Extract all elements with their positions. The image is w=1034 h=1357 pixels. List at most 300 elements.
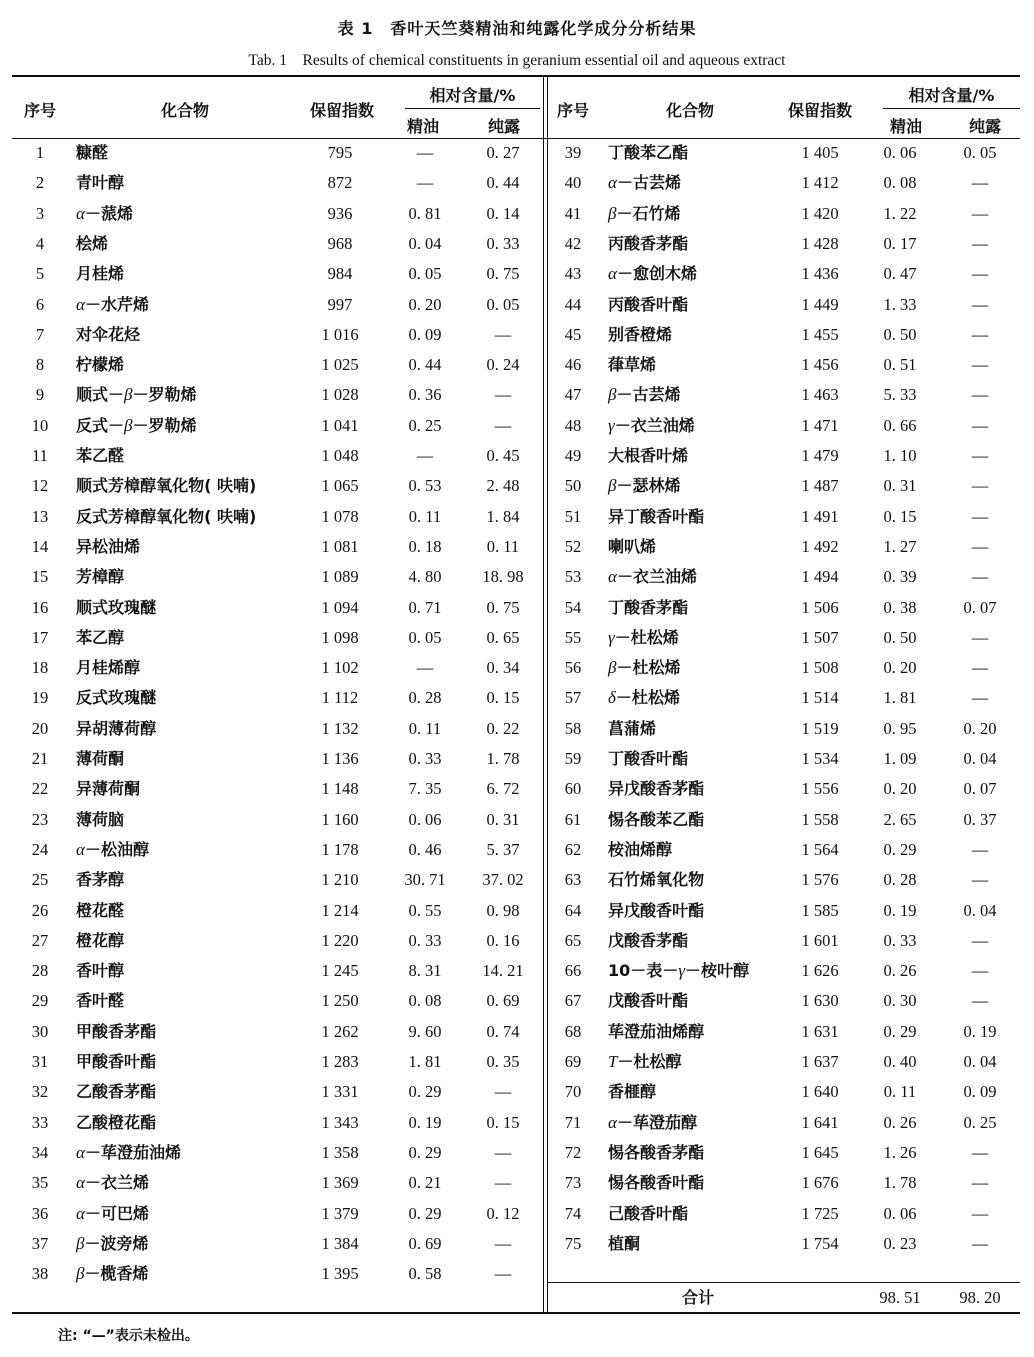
cell-name: 喇叭烯 xyxy=(608,536,657,556)
cell-hydrosol: — xyxy=(971,658,989,678)
cell-oil: 0. 04 xyxy=(408,233,442,253)
cell-name: 异胡薄荷醇 xyxy=(76,718,157,738)
cell-oil: 1. 10 xyxy=(883,446,917,465)
cell-oil: 0. 71 xyxy=(408,597,442,617)
cell-name: α－松油醇 xyxy=(76,839,149,859)
cell-ri: 1 405 xyxy=(801,143,839,162)
cell-seq: 47 xyxy=(564,385,582,405)
cell-ri: 1 379 xyxy=(321,1203,359,1223)
cell-hydrosol: — xyxy=(494,1142,512,1162)
cell-name: 戊酸香叶酯 xyxy=(608,991,689,1011)
cell-seq: 19 xyxy=(31,688,49,708)
cell-ri: 1 626 xyxy=(801,961,839,981)
cell-seq: 3 xyxy=(35,203,45,223)
cell-name: 大根香叶烯 xyxy=(608,446,689,465)
cell-oil: 5. 33 xyxy=(883,385,917,405)
cell-seq: 46 xyxy=(564,355,582,375)
cell-name: 丙酸香叶酯 xyxy=(608,294,689,314)
cell-hydrosol: — xyxy=(971,991,989,1011)
cell-oil: 2. 65 xyxy=(883,809,917,829)
header-rel-right: 相对含量/% xyxy=(908,86,995,105)
cell-seq: 33 xyxy=(31,1112,49,1132)
cell-seq: 7 xyxy=(35,324,45,344)
cell-name: 10－表－γ－桉叶醇 xyxy=(608,961,750,981)
cell-seq: 63 xyxy=(564,870,582,890)
cell-name: α－蒎烯 xyxy=(76,203,133,223)
cell-name: 反式芳樟醇氧化物( 呋喃) xyxy=(76,506,257,526)
cell-oil: 0. 46 xyxy=(408,839,442,859)
cell-hydrosol: 14. 21 xyxy=(482,961,524,981)
cell-name: 乙酸香茅酯 xyxy=(76,1082,157,1102)
cell-seq: 28 xyxy=(31,961,49,981)
cell-oil: 0. 15 xyxy=(883,506,917,526)
cell-oil: 1. 33 xyxy=(883,294,917,314)
cell-hydrosol: — xyxy=(971,324,989,344)
cell-oil: 0. 29 xyxy=(883,839,917,859)
cell-hydrosol: 0. 31 xyxy=(486,809,520,829)
cell-hydrosol: 0. 12 xyxy=(486,1203,520,1223)
cell-name: 月桂烯醇 xyxy=(76,658,141,678)
cell-seq: 53 xyxy=(564,567,582,587)
cell-ri: 1 028 xyxy=(321,385,359,405)
cell-name: 甲酸香叶酯 xyxy=(76,1052,157,1071)
cell-seq: 20 xyxy=(31,718,49,738)
cell-hydrosol: — xyxy=(971,385,989,405)
cell-name: 荜澄茄油烯醇 xyxy=(608,1021,705,1041)
cell-oil: 0. 47 xyxy=(883,264,917,284)
cell-hydrosol: 0. 34 xyxy=(486,658,520,678)
cell-oil: 0. 53 xyxy=(408,476,442,496)
cell-ri: 1 556 xyxy=(801,779,839,799)
cell-ri: 1 178 xyxy=(321,839,359,859)
cell-name: α－水芹烯 xyxy=(76,294,149,314)
cell-hydrosol: — xyxy=(971,627,989,647)
cell-ri: 1 558 xyxy=(801,809,839,829)
cell-seq: 32 xyxy=(31,1082,49,1102)
cell-oil: 0. 31 xyxy=(883,476,917,496)
header-rel-left: 相对含量/% xyxy=(429,86,516,105)
cell-seq: 27 xyxy=(31,930,49,950)
cell-hydrosol: 0. 04 xyxy=(963,1052,997,1071)
cell-seq: 16 xyxy=(31,597,49,617)
cell-seq: 38 xyxy=(31,1264,49,1284)
cell-ri: 1 025 xyxy=(321,355,359,375)
cell-seq: 48 xyxy=(564,415,582,435)
cell-name: 橙花醇 xyxy=(76,930,125,950)
cell-name: 丁酸苯乙酯 xyxy=(608,143,689,162)
cell-name: 乙酸橙花酯 xyxy=(76,1112,157,1132)
cell-hydrosol: 2. 48 xyxy=(486,476,520,496)
cell-name: 惕各酸香叶酯 xyxy=(608,1173,705,1193)
cell-ri: 1 507 xyxy=(801,627,839,647)
cell-hydrosol: 0. 15 xyxy=(486,688,520,708)
cell-hydrosol: 0. 20 xyxy=(963,718,997,738)
cell-oil: 0. 26 xyxy=(883,1112,917,1132)
cell-seq: 67 xyxy=(564,991,582,1011)
cell-oil: 1. 26 xyxy=(883,1142,917,1162)
cell-hydrosol: 0. 22 xyxy=(486,718,520,738)
cell-ri: 968 xyxy=(327,233,353,253)
cell-oil: — xyxy=(416,173,434,193)
cell-ri: 1 136 xyxy=(321,749,359,768)
cell-seq: 43 xyxy=(564,264,582,284)
cell-ri: 1 041 xyxy=(321,415,359,435)
cell-seq: 50 xyxy=(564,476,582,496)
cell-name: β－榄香烯 xyxy=(76,1264,149,1284)
cell-hydrosol: 0. 65 xyxy=(486,627,520,647)
cell-name: 惕各酸苯乙酯 xyxy=(608,809,705,829)
cell-seq: 23 xyxy=(31,809,49,829)
cell-hydrosol: — xyxy=(494,1264,512,1284)
cell-oil: 0. 50 xyxy=(883,627,917,647)
cell-hydrosol: 0. 69 xyxy=(486,991,520,1011)
cell-name: 丁酸香叶酯 xyxy=(608,749,689,768)
cell-oil: 0. 09 xyxy=(408,324,442,344)
cell-ri: 1 576 xyxy=(801,870,839,890)
cell-seq: 13 xyxy=(31,506,49,526)
cell-ri: 1 534 xyxy=(801,749,839,768)
cell-oil: 1. 22 xyxy=(883,203,917,223)
cell-ri: 1 214 xyxy=(321,900,359,920)
cell-hydrosol: — xyxy=(971,294,989,314)
cell-name: 香茅醇 xyxy=(76,870,125,890)
cell-seq: 55 xyxy=(564,627,582,647)
cell-hydrosol: 0. 25 xyxy=(963,1112,997,1132)
cell-ri: 1 471 xyxy=(801,415,839,435)
cell-seq: 5 xyxy=(35,264,45,284)
cell-seq: 22 xyxy=(31,779,49,799)
cell-oil: 0. 30 xyxy=(883,991,917,1011)
cell-name: 桉油烯醇 xyxy=(608,839,673,859)
cell-hydrosol: 6. 72 xyxy=(486,779,520,799)
cell-seq: 24 xyxy=(31,839,49,859)
cell-ri: 1 491 xyxy=(801,506,839,526)
cell-oil: 0. 69 xyxy=(408,1233,442,1253)
cell-ri: 1 601 xyxy=(801,930,839,950)
header-hydrosol-right: 纯露 xyxy=(968,117,1001,136)
cell-ri: 1 487 xyxy=(801,476,839,496)
cell-oil: 0. 50 xyxy=(883,324,917,344)
cell-ri: 872 xyxy=(327,173,353,193)
cell-oil: — xyxy=(416,143,434,162)
total-label: 合计 xyxy=(681,1288,714,1307)
cell-seq: 39 xyxy=(564,143,582,162)
cell-hydrosol: 0. 27 xyxy=(486,143,520,162)
cell-name: 己酸香叶酯 xyxy=(608,1203,689,1223)
cell-name: 顺式芳樟醇氧化物( 呋喃) xyxy=(76,476,257,496)
cell-seq: 61 xyxy=(564,809,582,829)
cell-name: α－荜澄茄醇 xyxy=(608,1112,698,1132)
cell-name: 甲酸香茅酯 xyxy=(76,1021,157,1041)
cell-ri: 1 210 xyxy=(321,870,359,890)
cell-seq: 42 xyxy=(564,233,582,253)
cell-seq: 31 xyxy=(31,1052,49,1071)
cell-hydrosol: 0. 05 xyxy=(486,294,520,314)
cell-oil: 0. 29 xyxy=(408,1142,442,1162)
cell-hydrosol: — xyxy=(971,930,989,950)
cell-ri: 1 564 xyxy=(801,839,839,859)
cell-name: α－可巴烯 xyxy=(76,1203,149,1223)
cell-ri: 1 065 xyxy=(321,476,359,496)
footnote: 注: “—”表示未检出。 xyxy=(58,1328,199,1344)
cell-ri: 1 343 xyxy=(321,1112,359,1132)
cell-name: 丙酸香茅酯 xyxy=(608,233,689,253)
header-seq-right: 序号 xyxy=(556,101,589,120)
cell-oil: 0. 28 xyxy=(408,688,442,708)
cell-name: 别香橙烯 xyxy=(608,324,673,344)
cell-ri: 1 449 xyxy=(801,294,839,314)
cell-name: 橙花醛 xyxy=(76,900,125,920)
cell-seq: 60 xyxy=(564,779,582,799)
cell-seq: 72 xyxy=(564,1142,582,1162)
cell-oil: 0. 58 xyxy=(408,1264,442,1284)
cell-seq: 29 xyxy=(31,991,49,1011)
cell-seq: 71 xyxy=(564,1112,582,1132)
cell-ri: 1 631 xyxy=(801,1021,839,1041)
cell-ri: 1 585 xyxy=(801,900,839,920)
cell-oil: 1. 78 xyxy=(883,1173,917,1193)
cell-ri: 1 220 xyxy=(321,930,359,950)
cell-ri: 1 640 xyxy=(801,1082,839,1102)
cell-name: 香叶醛 xyxy=(76,991,125,1011)
cell-hydrosol: — xyxy=(494,385,512,405)
cell-name: 香叶醇 xyxy=(76,961,125,981)
cell-hydrosol: — xyxy=(494,1082,512,1102)
cell-ri: 1 514 xyxy=(801,688,839,708)
cell-seq: 49 xyxy=(564,446,582,465)
cell-ri: 1 250 xyxy=(321,991,359,1011)
cell-hydrosol: — xyxy=(971,961,989,981)
cell-name: 异薄荷酮 xyxy=(76,779,141,799)
cell-seq: 45 xyxy=(564,324,582,344)
cell-oil: 0. 20 xyxy=(408,294,442,314)
table-title-cn: 表 1 香叶天竺葵精油和纯露化学成分分析结果 xyxy=(337,19,697,38)
cell-name: 石竹烯氧化物 xyxy=(608,870,705,890)
cell-seq: 21 xyxy=(31,749,49,768)
cell-hydrosol: — xyxy=(971,233,989,253)
cell-name: 戊酸香茅酯 xyxy=(608,930,689,950)
cell-hydrosol: — xyxy=(971,173,989,193)
cell-ri: 1 331 xyxy=(321,1082,359,1102)
cell-hydrosol: 0. 37 xyxy=(963,809,997,829)
cell-oil: 0. 95 xyxy=(883,718,917,738)
cell-ri: 1 048 xyxy=(321,446,359,465)
cell-name: β－古芸烯 xyxy=(608,385,681,405)
cell-name: 丁酸香茅酯 xyxy=(608,597,689,617)
cell-oil: 0. 06 xyxy=(883,143,917,162)
cell-oil: 1. 81 xyxy=(883,688,917,708)
cell-ri: 1 089 xyxy=(321,567,359,587)
cell-hydrosol: — xyxy=(971,446,989,465)
cell-name: 反式玫瑰醚 xyxy=(76,688,157,708)
cell-ri: 1 420 xyxy=(801,203,839,223)
cell-name: β－石竹烯 xyxy=(608,203,681,223)
cell-oil: 4. 80 xyxy=(408,567,442,587)
cell-oil: 0. 23 xyxy=(883,1233,917,1253)
cell-oil: 0. 05 xyxy=(408,627,442,647)
cell-seq: 35 xyxy=(31,1173,49,1193)
cell-oil: 1. 27 xyxy=(883,536,917,556)
cell-hydrosol: 0. 44 xyxy=(486,173,520,193)
table-title-en: Tab. 1 Results of chemical constituents in geranium essential oil and aqueous extract xyxy=(248,52,786,69)
cell-seq: 62 xyxy=(564,839,582,859)
cell-ri: 1 754 xyxy=(801,1233,839,1253)
cell-seq: 36 xyxy=(31,1203,49,1223)
cell-name: 顺式玫瑰醚 xyxy=(76,597,157,617)
cell-hydrosol: 0. 74 xyxy=(486,1021,520,1041)
cell-ri: 1 098 xyxy=(321,627,359,647)
cell-name: 异松油烯 xyxy=(76,536,141,556)
cell-oil: 0. 06 xyxy=(883,1203,917,1223)
cell-ri: 1 637 xyxy=(801,1052,839,1071)
cell-hydrosol: — xyxy=(494,415,512,435)
cell-oil: 0. 11 xyxy=(408,506,442,526)
cell-hydrosol: — xyxy=(971,355,989,375)
cell-name: γ－衣兰油烯 xyxy=(608,415,695,435)
cell-name: γ－杜松烯 xyxy=(608,627,679,647)
header-compound-right: 化合物 xyxy=(665,101,714,120)
cell-oil: 0. 05 xyxy=(408,264,442,284)
cell-hydrosol: 0. 15 xyxy=(486,1112,520,1132)
header-oil-right: 精油 xyxy=(889,117,922,136)
cell-ri: 1 078 xyxy=(321,506,359,526)
cell-oil: 0. 38 xyxy=(883,597,917,617)
cell-name: β－杜松烯 xyxy=(608,658,681,678)
cell-name: α－衣兰油烯 xyxy=(608,567,698,587)
cell-hydrosol: — xyxy=(971,415,989,435)
cell-hydrosol: 0. 33 xyxy=(486,233,520,253)
header-hydrosol-left: 纯露 xyxy=(487,117,520,136)
cell-name: α－荜澄茄油烯 xyxy=(76,1142,182,1162)
cell-oil: 0. 36 xyxy=(408,385,442,405)
cell-hydrosol: — xyxy=(494,324,512,344)
cell-oil: 0. 40 xyxy=(883,1052,917,1071)
cell-seq: 57 xyxy=(564,688,582,708)
cell-name: 桧烯 xyxy=(76,233,109,253)
cell-ri: 1 641 xyxy=(801,1112,839,1132)
cell-seq: 37 xyxy=(31,1233,49,1253)
cell-name: 异戊酸香叶酯 xyxy=(608,900,705,920)
cell-oil: 7. 35 xyxy=(408,779,442,799)
cell-oil: 0. 44 xyxy=(408,355,442,375)
cell-name: 苯乙醛 xyxy=(76,446,125,465)
cell-ri: 1 081 xyxy=(321,536,359,556)
cell-ri: 1 245 xyxy=(321,961,359,981)
cell-ri: 1 494 xyxy=(801,567,839,587)
cell-name: 柠檬烯 xyxy=(76,355,125,375)
cell-oil: 0. 26 xyxy=(883,961,917,981)
cell-seq: 54 xyxy=(564,597,582,617)
cell-oil: 0. 33 xyxy=(408,930,442,950)
cell-seq: 70 xyxy=(564,1082,582,1102)
cell-name: 植酮 xyxy=(608,1233,641,1253)
cell-seq: 26 xyxy=(31,900,49,920)
cell-name: β－波旁烯 xyxy=(76,1233,149,1253)
cell-name: 苯乙醇 xyxy=(76,627,125,647)
cell-ri: 1 016 xyxy=(321,324,359,344)
cell-hydrosol: 0. 16 xyxy=(486,930,520,950)
cell-hydrosol: 0. 04 xyxy=(963,900,997,920)
cell-name: 异戊酸香茅酯 xyxy=(608,779,705,799)
cell-name: 惕各酸香茅酯 xyxy=(608,1142,705,1162)
cell-hydrosol: 0. 75 xyxy=(486,264,520,284)
cell-seq: 56 xyxy=(564,658,582,678)
cell-oil: 0. 55 xyxy=(408,900,442,920)
cell-oil: 1. 09 xyxy=(883,749,917,768)
cell-seq: 75 xyxy=(564,1233,582,1253)
cell-name: α－衣兰烯 xyxy=(76,1173,149,1193)
cell-seq: 2 xyxy=(35,173,45,193)
cell-oil: 0. 51 xyxy=(883,355,917,375)
cell-hydrosol: — xyxy=(971,1233,989,1253)
cell-hydrosol: 0. 98 xyxy=(486,900,520,920)
cell-hydrosol: — xyxy=(971,1203,989,1223)
cell-ri: 1 384 xyxy=(321,1233,359,1253)
cell-hydrosol: 5. 37 xyxy=(486,839,520,859)
cell-name: 青叶醇 xyxy=(76,173,125,193)
cell-seq: 4 xyxy=(35,233,45,253)
header-seq-left: 序号 xyxy=(23,101,56,120)
total-oil: 98. 51 xyxy=(879,1288,921,1307)
cell-seq: 8 xyxy=(35,355,45,375)
cell-seq: 1 xyxy=(35,143,45,162)
cell-seq: 25 xyxy=(31,870,49,890)
cell-seq: 58 xyxy=(564,718,582,738)
cell-ri: 997 xyxy=(327,294,353,314)
cell-hydrosol: — xyxy=(971,870,989,890)
cell-hydrosol: — xyxy=(971,264,989,284)
cell-ri: 1 508 xyxy=(801,658,839,678)
cell-hydrosol: — xyxy=(971,839,989,859)
cell-seq: 12 xyxy=(31,476,49,496)
header-oil-left: 精油 xyxy=(406,117,439,136)
cell-seq: 30 xyxy=(31,1021,49,1041)
cell-ri: 1 492 xyxy=(801,536,839,556)
cell-seq: 68 xyxy=(564,1021,582,1041)
cell-seq: 59 xyxy=(564,749,582,768)
cell-hydrosol: 37. 02 xyxy=(482,870,524,890)
total-hydrosol: 98. 20 xyxy=(959,1288,1001,1307)
column-divider-1 xyxy=(543,76,544,1313)
cell-name: 顺式－β－罗勒烯 xyxy=(76,385,197,405)
cell-name: 芳樟醇 xyxy=(76,567,125,587)
cell-oil: 1. 81 xyxy=(408,1052,442,1071)
cell-hydrosol: 0. 19 xyxy=(963,1021,997,1041)
cell-name: 菖蒲烯 xyxy=(608,718,657,738)
cell-ri: 1 262 xyxy=(321,1021,359,1041)
cell-hydrosol: 18. 98 xyxy=(482,567,524,587)
cell-oil: 0. 11 xyxy=(408,718,442,738)
cell-seq: 17 xyxy=(31,627,49,647)
cell-name: 薄荷脑 xyxy=(76,809,125,829)
cell-ri: 1 358 xyxy=(321,1142,359,1162)
cell-hydrosol: 0. 35 xyxy=(486,1052,520,1071)
cell-oil: 0. 17 xyxy=(883,233,917,253)
cell-oil: 0. 25 xyxy=(408,415,442,435)
cell-hydrosol: 0. 07 xyxy=(963,597,997,617)
cell-seq: 10 xyxy=(31,415,49,435)
cell-ri: 795 xyxy=(327,143,353,162)
cell-hydrosol: 0. 04 xyxy=(963,749,997,768)
cell-ri: 1 645 xyxy=(801,1142,839,1162)
cell-name: 反式－β－罗勒烯 xyxy=(76,415,197,435)
cell-ri: 1 412 xyxy=(801,173,839,193)
cell-oil: 0. 33 xyxy=(408,749,442,768)
cell-ri: 1 506 xyxy=(801,597,839,617)
cell-name: 月桂烯 xyxy=(76,264,125,284)
cell-hydrosol: — xyxy=(494,1233,512,1253)
cell-oil: 0. 29 xyxy=(883,1021,917,1041)
